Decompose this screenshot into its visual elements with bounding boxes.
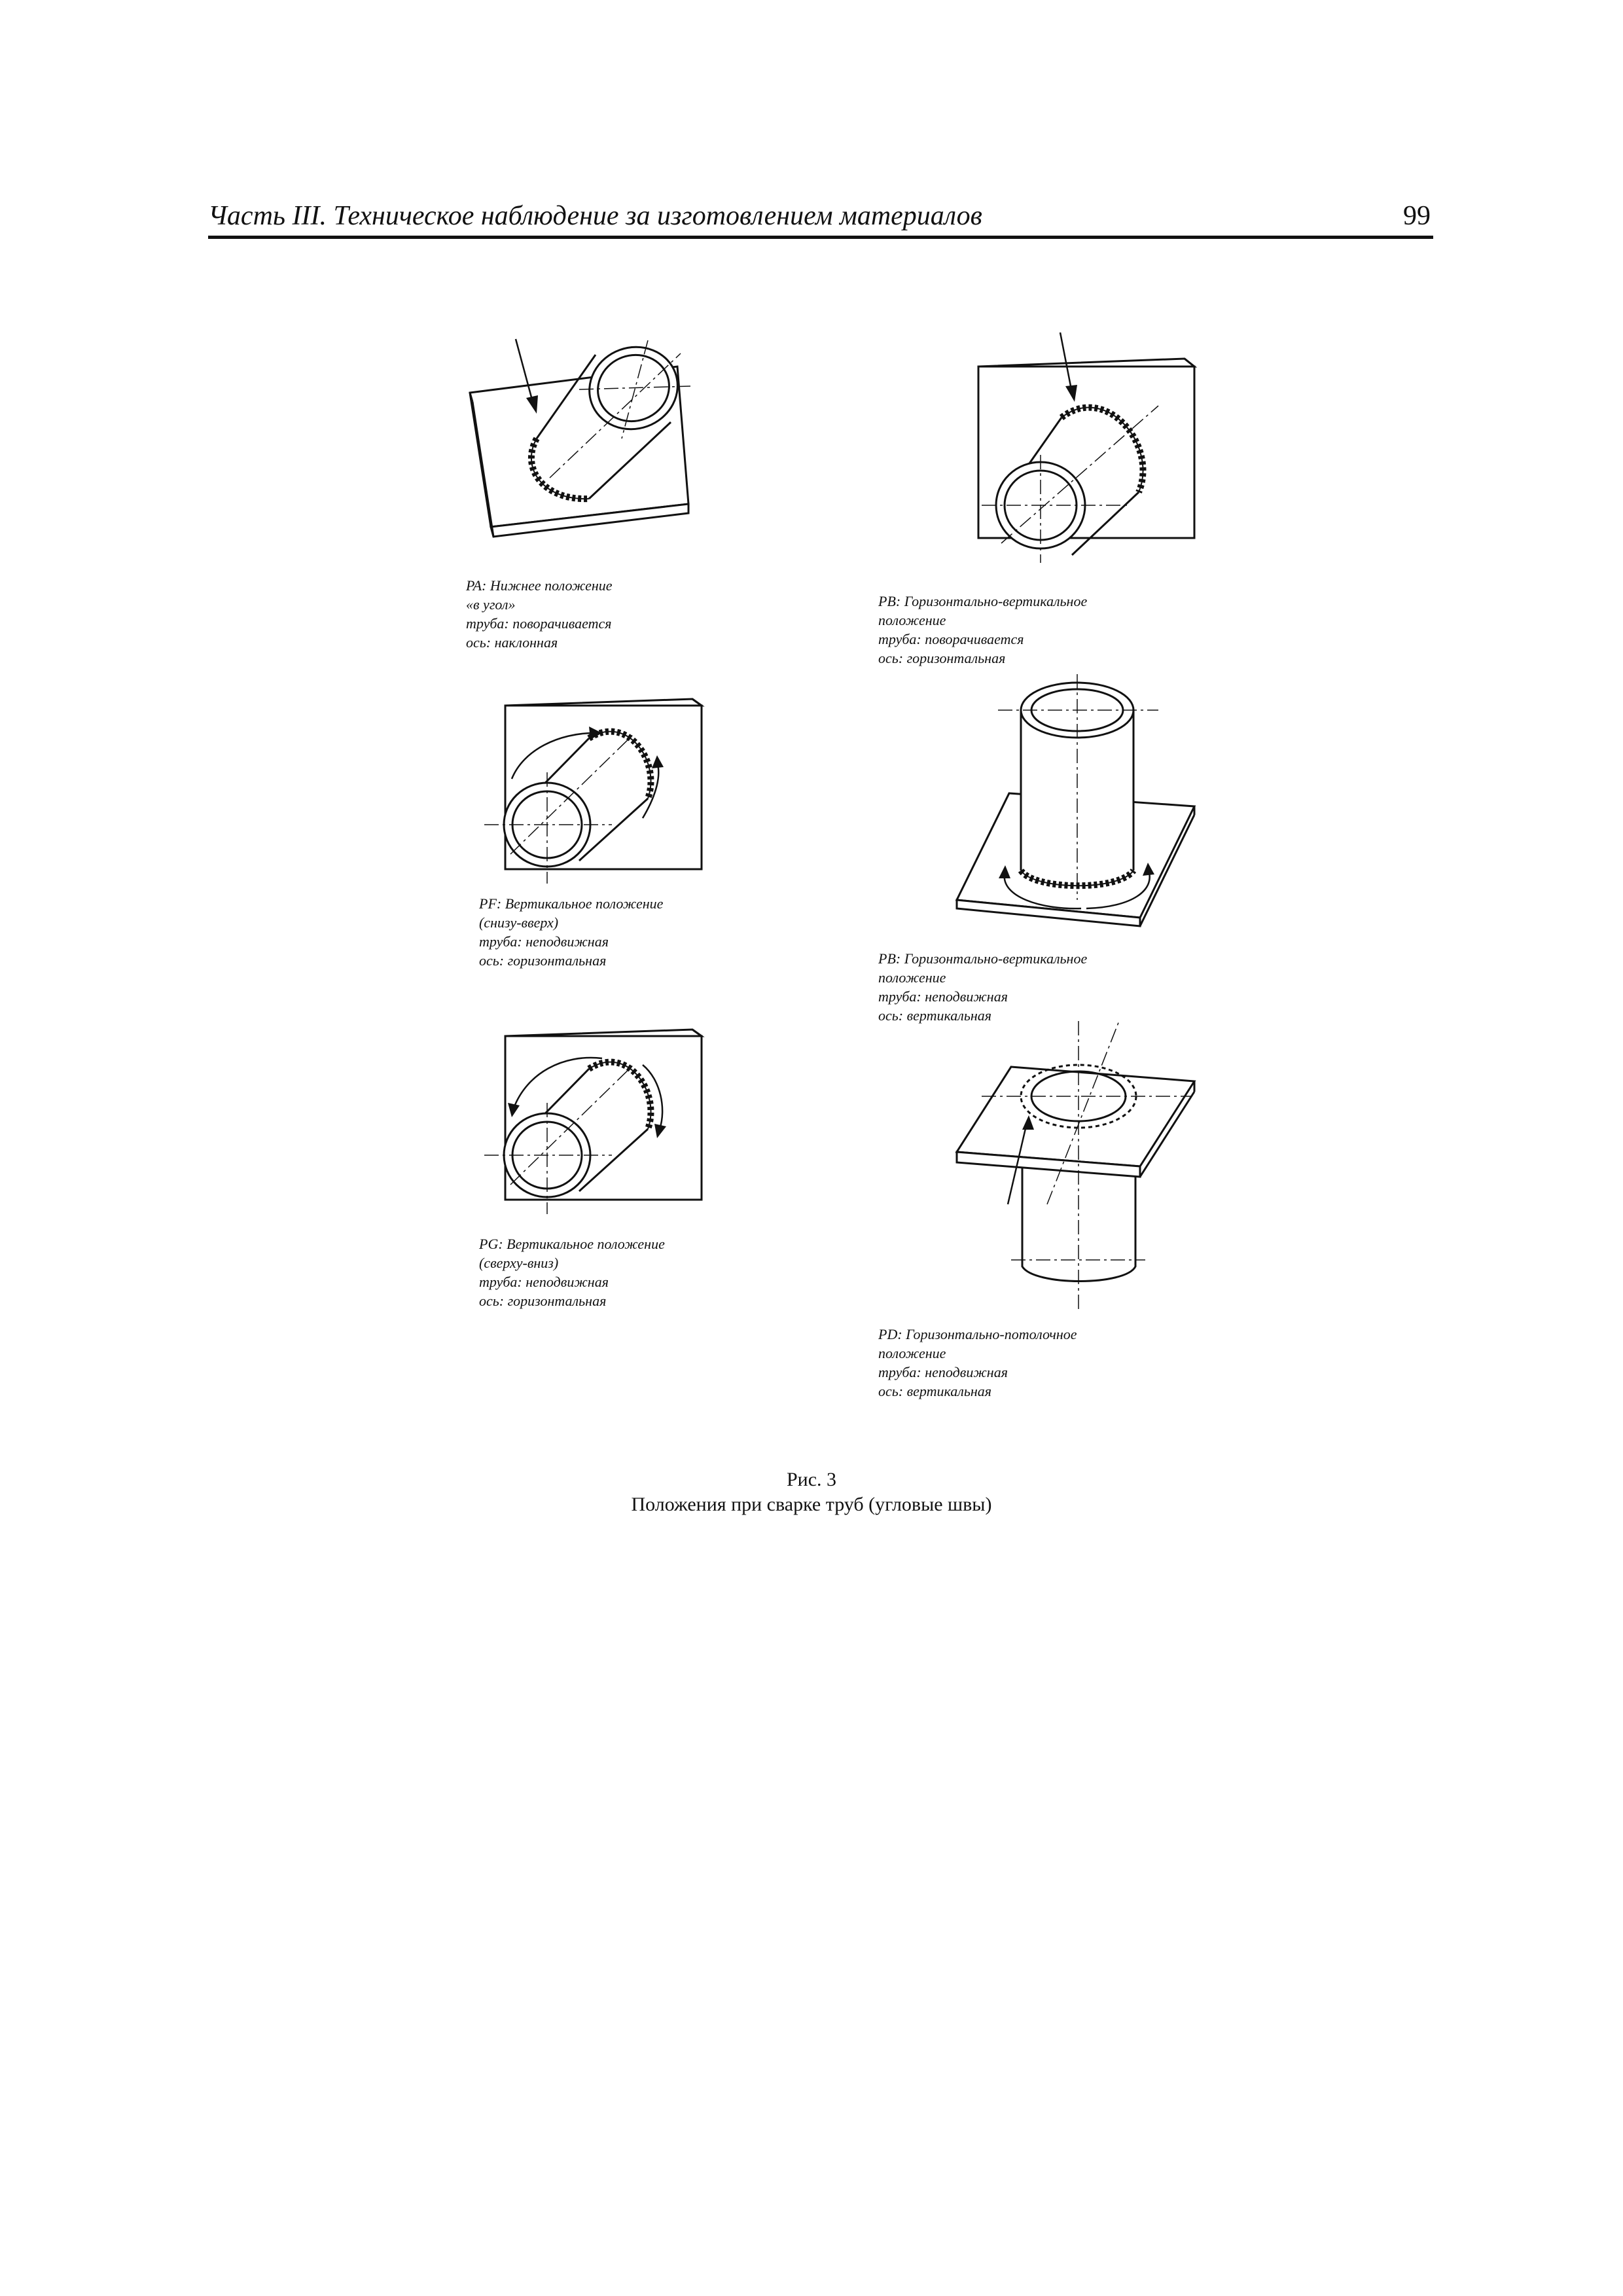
figure-pg-line-1: (сверху-вниз): [479, 1255, 559, 1271]
figure-pa-caption: [466, 576, 613, 652]
figure-pa-drawing: [458, 327, 720, 563]
figure-number: Рис. 3: [786, 1469, 837, 1490]
figure-caption: [0, 1467, 1623, 1517]
figure-pb-fixed-drawing: [942, 674, 1217, 936]
figure-pf-line-2: труба: неподвижная: [479, 933, 609, 950]
figure-pb-fixed-caption: [878, 949, 1087, 1025]
figure-pa-line-2: труба: поворачивается: [466, 615, 612, 632]
figure-pb-rotating-caption: [878, 592, 1087, 668]
figure-pb-rotating-line-2: труба: поворачивается: [878, 631, 1024, 647]
figure-pb-rotating-line-1: положение: [878, 612, 946, 628]
figure-pg-drawing: [471, 1018, 720, 1214]
figure-pb-fixed-line-1: положение: [878, 969, 946, 986]
figure-pd-drawing: [942, 1021, 1217, 1322]
figure-pb-fixed-position: PB: Горизонтально-вертикальное: [878, 950, 1088, 967]
figure-title: Положения при сварке труб (угловые швы): [631, 1494, 992, 1515]
figure-pg-line-2: труба: неподвижная: [479, 1274, 609, 1290]
figure-pf-drawing: [471, 687, 720, 884]
figure-pg-position: PG: Вертикальное положение: [479, 1236, 665, 1252]
figure-pf-position: PF: Вертикальное положение: [479, 895, 664, 912]
figure-pf-line-3: ось: горизонтальная: [479, 952, 607, 969]
page-number: 99: [1403, 201, 1431, 231]
figure-pb-rotating-drawing: [942, 321, 1211, 569]
figure-pa-position: PA: Нижнее положение: [466, 577, 613, 594]
figure-pd-line-1: положение: [878, 1345, 946, 1361]
figure-pb-rotating-position: PB: Горизонтально-вертикальное: [878, 593, 1088, 609]
header-title: Часть III. Техническое наблюдение за изготовлением материалов: [208, 201, 982, 231]
figure-pa-line-3: ось: наклонная: [466, 634, 558, 651]
figure-pf-line-1: (снизу-вверх): [479, 914, 559, 931]
figure-pb-fixed-line-3: ось: вертикальная: [878, 1007, 992, 1024]
figure-pd-line-2: труба: неподвижная: [878, 1364, 1008, 1380]
figure-pd-caption: [878, 1325, 1077, 1401]
figure-pd-line-3: ось: вертикальная: [878, 1383, 992, 1399]
figure-pa-line-1: «в угол»: [466, 596, 516, 613]
figure-pg-caption: [479, 1234, 665, 1310]
running-header: [208, 196, 1433, 239]
figure-pg-line-3: ось: горизонтальная: [479, 1293, 607, 1309]
figure-pd-position: PD: Горизонтально-потолочное: [878, 1326, 1077, 1342]
figure-pb-rotating-line-3: ось: горизонтальная: [878, 650, 1006, 666]
figure-pb-fixed-line-2: труба: неподвижная: [878, 988, 1008, 1005]
figure-pf-caption: [479, 894, 663, 970]
